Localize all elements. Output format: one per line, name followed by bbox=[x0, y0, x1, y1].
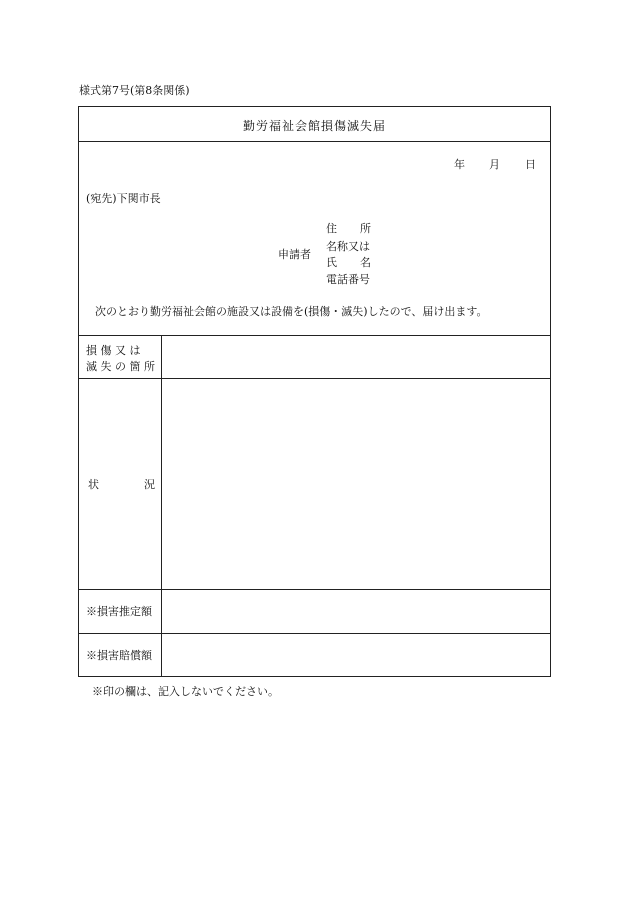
row-divider-2 bbox=[79, 378, 550, 379]
compensation-label: ※損害賠償額 bbox=[86, 649, 152, 662]
row-divider-3 bbox=[79, 589, 550, 590]
date-year: 年 bbox=[454, 158, 465, 171]
form-frame bbox=[78, 106, 551, 677]
name-label-2: 名 bbox=[360, 256, 371, 269]
name-label-1: 氏 bbox=[326, 256, 337, 269]
date-day: 日 bbox=[525, 158, 536, 171]
situation-label-left: 状 bbox=[88, 478, 99, 491]
phone-label: 電話番号 bbox=[326, 273, 370, 286]
column-divider bbox=[161, 335, 162, 676]
location-label-line2: 滅 失 の 箇 所 bbox=[86, 360, 155, 373]
location-label-line1: 損 傷 又 は bbox=[86, 344, 141, 357]
form-title: 勤労福祉会館損傷滅失届 bbox=[242, 119, 386, 133]
address-label-1: 住 bbox=[326, 222, 337, 235]
date-month: 月 bbox=[489, 158, 500, 171]
address-label-2: 所 bbox=[360, 222, 371, 235]
row-divider-4 bbox=[79, 633, 550, 634]
row-divider-1 bbox=[79, 335, 550, 336]
title-divider bbox=[79, 141, 550, 142]
name-title-label: 名称又は bbox=[326, 240, 370, 253]
footnote: ※印の欄は、記入しないでください。 bbox=[92, 685, 279, 698]
addressee: (宛先)下関市長 bbox=[86, 192, 161, 205]
applicant-label: 申請者 bbox=[278, 248, 311, 261]
estimated-damage-label: ※損害推定額 bbox=[86, 605, 152, 618]
form-id: 様式第7号(第8条関係) bbox=[79, 84, 190, 97]
notice-text: 次のとおり勤労福祉会館の施設又は設備を(損傷・滅失)したので、届け出ます。 bbox=[95, 305, 488, 318]
situation-label-right: 況 bbox=[144, 478, 155, 491]
